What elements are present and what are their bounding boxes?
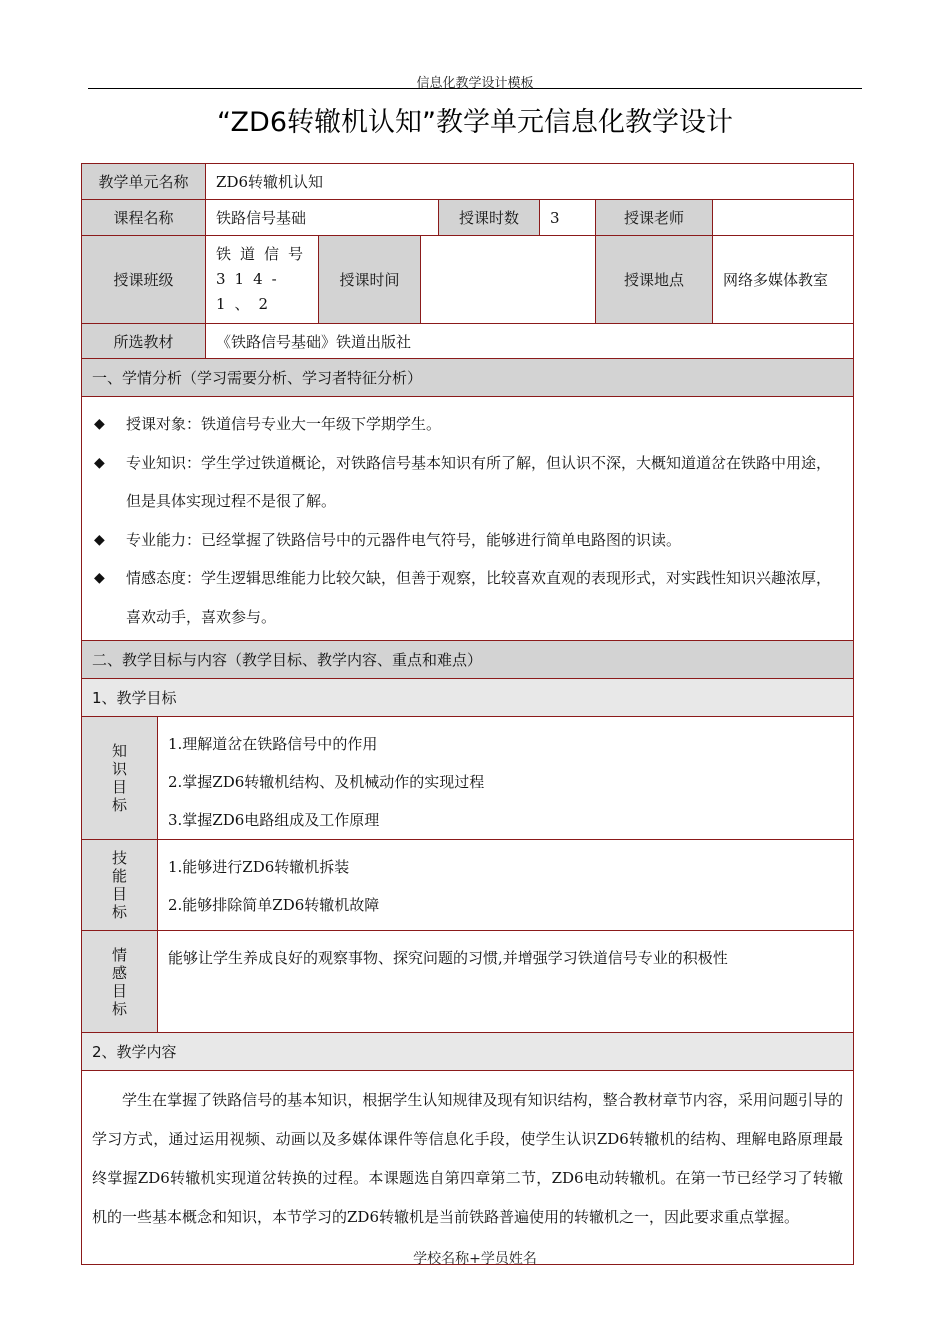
diamond-bullet-icon: ◆	[94, 570, 105, 586]
goal-item: 1.能够进行ZD6转辙机拆装	[168, 858, 350, 876]
diamond-bullet-icon: ◆	[94, 416, 105, 432]
place-value: 网络多媒体教室	[713, 236, 854, 324]
emotion-goals	[158, 931, 854, 1033]
bullet-text: 授课对象：铁道信号专业大一年级下学期学生。	[126, 415, 442, 433]
goal-item: 能够让学生养成良好的观察事物、探究问题的习惯,并增强学习铁道信号专业的积极性	[168, 949, 728, 967]
diamond-bullet-icon: ◆	[94, 454, 105, 471]
unit-name-value: ZD6转辙机认知	[206, 164, 854, 200]
bullet-text: 专业知识：学生学过铁道概论，对铁路信号基本知识有所了解，但认识不深，大概知道道岔在铁路中用途，但是具体实现过程不是很了解。	[126, 453, 832, 510]
emotion-goals-label-text: 情感目标	[111, 945, 127, 1018]
hours-label: 授课时数	[439, 200, 540, 236]
knowledge-goals-label-text: 知识目标	[111, 742, 127, 814]
diamond-bullet-icon: ◆	[94, 531, 105, 548]
header-divider	[88, 88, 862, 89]
bullet-item	[92, 521, 843, 560]
skill-goals-label	[82, 840, 158, 931]
course-name-label: 课程名称	[82, 200, 206, 236]
unit-name-label: 教学单元名称	[82, 164, 206, 200]
skill-goals	[158, 840, 854, 931]
time-label: 授课时间	[319, 236, 421, 324]
bullet-item	[92, 405, 843, 444]
knowledge-goals	[158, 717, 854, 840]
bullet-item	[92, 559, 843, 636]
textbook-value: 《铁路信号基础》铁道出版社	[206, 324, 854, 359]
goal-item: 2.掌握ZD6转辙机结构、及机械动作的实现过程	[168, 773, 485, 791]
bullet-text: 情感态度：学生逻辑思维能力比较欠缺，但善于观察，比较喜欢直观的表现形式，对实践性知识兴趣浓厚，喜欢动手，喜欢参与。	[126, 569, 832, 626]
section1-heading: 一、学情分析（学习需要分析、学习者特征分析）	[82, 359, 854, 397]
teacher-label: 授课老师	[596, 200, 713, 236]
teacher-value	[713, 200, 854, 236]
goal-item: 1.理解道岔在铁路信号中的作用	[168, 735, 378, 753]
page-footer: 学校名称+学员姓名	[413, 1251, 537, 1267]
content-heading: 2、教学内容	[82, 1033, 854, 1071]
hours-value: 3	[540, 200, 596, 236]
knowledge-goals-label	[82, 717, 158, 840]
place-label: 授课地点	[596, 236, 713, 324]
bullet-item	[92, 444, 843, 521]
time-value	[421, 236, 596, 324]
bullet-text: 专业能力：已经掌握了铁路信号中的元器件电气符号，能够进行简单电路图的识读。	[126, 530, 682, 549]
goal-item: 2.能够排除简单ZD6转辙机故障	[168, 896, 380, 914]
skill-goals-label-text: 技能目标	[111, 849, 127, 921]
goal-item: 3.掌握ZD6电路组成及工作原理	[168, 811, 380, 829]
textbook-label: 所选教材	[82, 324, 206, 359]
goals-heading: 1、教学目标	[82, 679, 854, 717]
section2-heading: 二、教学目标与内容（教学目标、教学内容、重点和难点）	[82, 641, 854, 679]
emotion-goals-label	[82, 931, 158, 1033]
course-name-value: 铁路信号基础	[206, 200, 439, 236]
design-table	[81, 163, 854, 1265]
class-label: 授课班级	[82, 236, 206, 324]
page-header: 信息化教学设计模板	[416, 76, 534, 91]
class-value: 铁道信号314-1、2	[206, 236, 319, 324]
learner-analysis	[82, 397, 854, 641]
document-title: “ZD6转辙机认知”教学单元信息化教学设计	[217, 107, 733, 138]
content-paragraph: 学生在掌握了铁路信号的基本知识，根据学生认知规律及现有知识结构，整合教材章节内容，采用问题引导的学习方式，通过运用视频、动画以及多媒体课件等信息化手段，使学生认识ZD6转辙机的结构、理解电路原理最终掌握ZD6转辙机实现道岔转换的过程。本课题选自第四章第二节，ZD6电动转辙机。在第一节已经学习了转辙机的一些基本概念和知识，本节学习的ZD6转辙机是当前铁路普遍使用的转辙机之一，因此要求重点掌握。	[82, 1071, 854, 1265]
